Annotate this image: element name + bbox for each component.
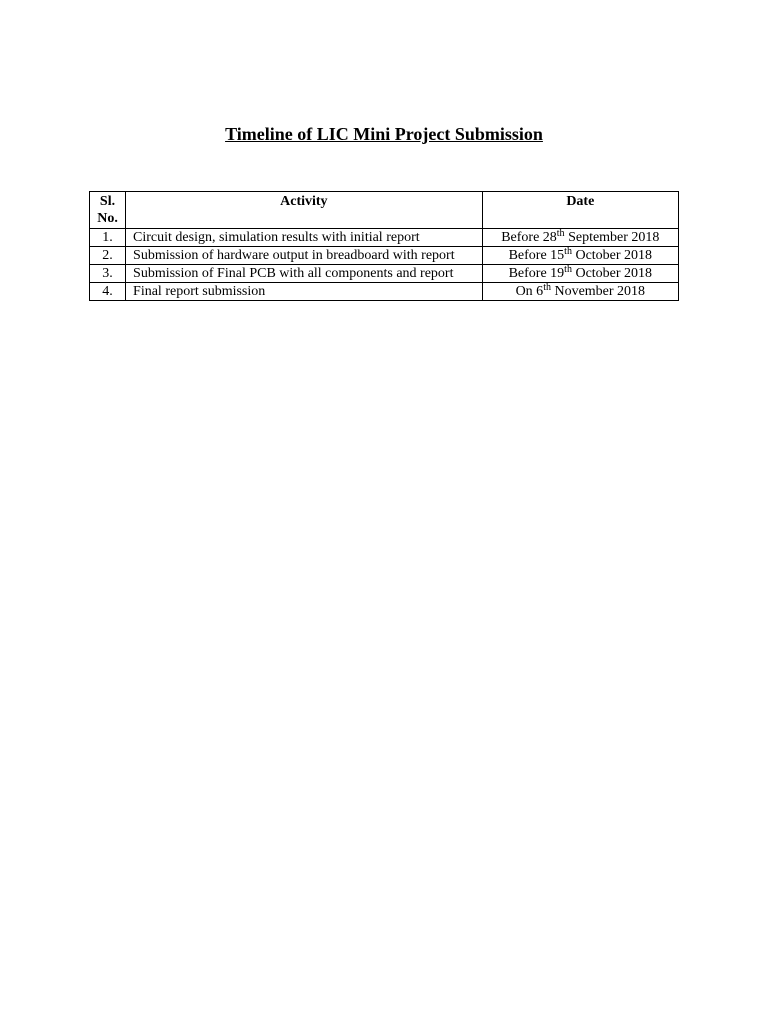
- header-activity: Activity: [126, 192, 483, 229]
- date-ordinal: th: [556, 228, 565, 239]
- date-suffix: October 2018: [571, 266, 653, 281]
- row-sl-no: 4.: [90, 283, 126, 301]
- table-row: [90, 229, 679, 247]
- row-activity: Submission of hardware output in breadboard with report: [126, 247, 483, 265]
- timeline-table: [89, 191, 679, 301]
- row-activity: Final report submission: [126, 283, 483, 301]
- table-row: [90, 283, 679, 301]
- row-sl-no: 1.: [90, 229, 126, 247]
- date-suffix: November 2018: [550, 284, 646, 299]
- date-prefix: On 6: [515, 284, 544, 299]
- row-date: [482, 247, 678, 265]
- header-date: Date: [482, 192, 678, 229]
- date-ordinal: th: [564, 246, 572, 257]
- date-suffix: September 2018: [564, 230, 660, 245]
- row-activity: Circuit design, simulation results with initial report: [126, 229, 483, 247]
- row-date: [482, 265, 678, 283]
- row-date: [482, 283, 678, 301]
- table-row: [90, 247, 679, 265]
- row-sl-no: 2.: [90, 247, 126, 265]
- header-sl-no: Sl. No.: [90, 192, 126, 229]
- table-row: [90, 265, 679, 283]
- row-activity: Submission of Final PCB with all components and report: [126, 265, 483, 283]
- page-title: Timeline of LIC Mini Project Submission: [225, 124, 543, 144]
- row-date: [482, 229, 678, 247]
- row-sl-no: 3.: [90, 265, 126, 283]
- date-ordinal: th: [543, 282, 551, 293]
- date-suffix: October 2018: [571, 248, 653, 263]
- date-prefix: Before 28: [501, 230, 557, 245]
- date-prefix: Before 19: [508, 266, 565, 281]
- date-ordinal: th: [564, 264, 572, 275]
- date-prefix: Before 15: [508, 248, 565, 263]
- table-header-row: [90, 192, 679, 229]
